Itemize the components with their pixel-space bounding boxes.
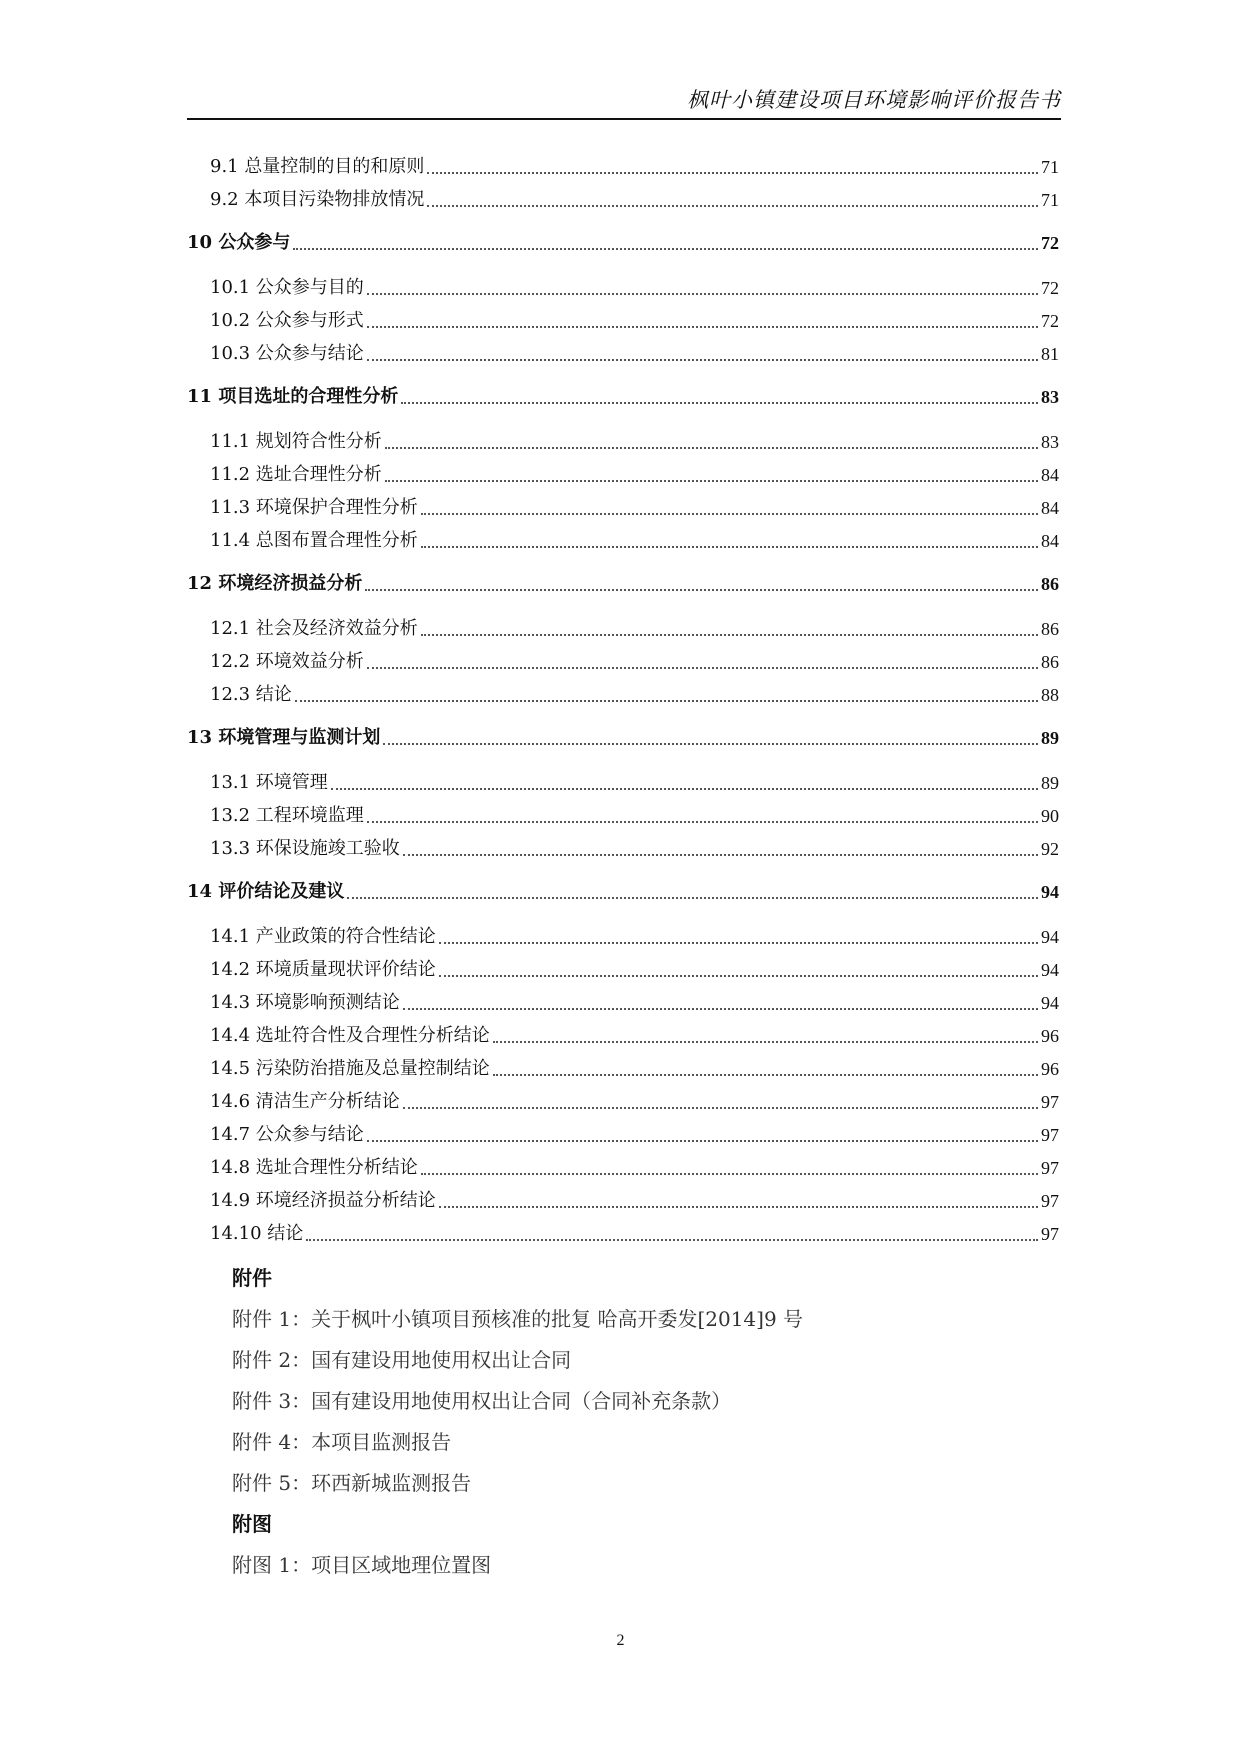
toc-entry-label: 13.2 工程环境监理 (210, 805, 364, 826)
toc-entry-page: 97 (1041, 1092, 1059, 1112)
toc-entry-page: 94 (1041, 927, 1059, 947)
header-title: 枫叶小镇建设项目环境影响评价报告书 (687, 88, 1061, 112)
toc-section-entry[interactable] (210, 1023, 1059, 1049)
toc-dot-leader (331, 788, 1038, 790)
toc-entry-label: 14 评价结论及建议 (187, 881, 345, 902)
toc-section-entry[interactable] (210, 616, 1059, 642)
toc-section-entry[interactable] (210, 1155, 1059, 1181)
toc-dot-leader (385, 447, 1038, 449)
toc-entry-page: 81 (1041, 344, 1059, 364)
toc-entry-label: 14.10 结论 (210, 1223, 304, 1244)
toc-section-entry[interactable] (210, 836, 1059, 862)
attachment-item: 附件 5：环西新城监测报告 (232, 1471, 472, 1495)
toc-dot-leader (365, 589, 1038, 591)
toc-entry-label: 11.2 选址合理性分析 (210, 464, 382, 485)
toc-section-entry[interactable] (210, 429, 1059, 455)
toc-entry-label: 11 项目选址的合理性分析 (187, 386, 399, 407)
toc-dot-leader (367, 326, 1038, 328)
toc-entry-page: 86 (1041, 619, 1059, 639)
toc-dot-leader (439, 975, 1038, 977)
toc-entry-label: 11.1 规划符合性分析 (210, 431, 382, 452)
toc-chapter-entry[interactable] (187, 384, 1059, 410)
toc-section-entry[interactable] (210, 341, 1059, 367)
attachment-item: 附件 2：国有建设用地使用权出让合同 (232, 1348, 572, 1372)
toc-section-entry[interactable] (210, 154, 1059, 180)
toc-entry-page: 84 (1041, 465, 1059, 485)
toc-entry-label: 14.9 环境经济损益分析结论 (210, 1190, 436, 1211)
attachment-item: 附件 3：国有建设用地使用权出让合同（合同补充条款） (232, 1389, 732, 1413)
toc-dot-leader (421, 513, 1038, 515)
toc-section-entry[interactable] (210, 682, 1059, 708)
toc-section-entry[interactable] (210, 770, 1059, 796)
toc-dot-leader (293, 248, 1038, 250)
toc-entry-page: 86 (1041, 652, 1059, 672)
toc-dot-leader (295, 700, 1038, 702)
toc-entry-label: 10 公众参与 (187, 232, 291, 253)
toc-entry-label: 10.2 公众参与形式 (210, 310, 364, 331)
toc-dot-leader (403, 854, 1038, 856)
toc-entry-page: 83 (1041, 387, 1059, 407)
toc-section-entry[interactable] (210, 803, 1059, 829)
toc-section-entry[interactable] (210, 1122, 1059, 1148)
toc-entry-page: 86 (1041, 574, 1059, 594)
toc-entry-label: 14.2 环境质量现状评价结论 (210, 959, 436, 980)
toc-entry-page: 92 (1041, 839, 1059, 859)
toc-dot-leader (493, 1074, 1038, 1076)
toc-entry-label: 13.3 环保设施竣工验收 (210, 838, 400, 859)
toc-section-entry[interactable] (210, 1188, 1059, 1214)
toc-chapter-entry[interactable] (187, 230, 1059, 256)
toc-entry-label: 14.5 污染防治措施及总量控制结论 (210, 1058, 490, 1079)
toc-entry-label: 13.1 环境管理 (210, 772, 328, 793)
toc-entry-page: 94 (1041, 882, 1059, 902)
toc-dot-leader (421, 1173, 1038, 1175)
toc-dot-leader (427, 205, 1038, 207)
toc-entry-page: 71 (1041, 190, 1059, 210)
toc-section-entry[interactable] (210, 275, 1059, 301)
toc-section-entry[interactable] (210, 990, 1059, 1016)
toc-entry-label: 11.4 总图布置合理性分析 (210, 530, 418, 551)
toc-entry-label: 14.3 环境影响预测结论 (210, 992, 400, 1013)
toc-section-entry[interactable] (210, 187, 1059, 213)
toc-entry-page: 90 (1041, 806, 1059, 826)
toc-dot-leader (421, 634, 1038, 636)
toc-dot-leader (403, 1107, 1038, 1109)
toc-entry-page: 84 (1041, 498, 1059, 518)
toc-section-entry[interactable] (210, 924, 1059, 950)
toc-dot-leader (439, 942, 1038, 944)
toc-section-entry[interactable] (210, 1089, 1059, 1115)
toc-entry-label: 14.4 选址符合性及合理性分析结论 (210, 1025, 490, 1046)
toc-dot-leader (347, 897, 1038, 899)
toc-entry-page: 71 (1041, 157, 1059, 177)
toc-entry-page: 72 (1041, 233, 1059, 253)
toc-dot-leader (306, 1239, 1038, 1241)
toc-entry-label: 9.1 总量控制的目的和原则 (210, 156, 425, 177)
toc-entry-label: 13 环境管理与监测计划 (187, 727, 381, 748)
toc-dot-leader (493, 1041, 1038, 1043)
toc-dot-leader (401, 402, 1038, 404)
toc-entry-label: 12.1 社会及经济效益分析 (210, 618, 418, 639)
toc-section-entry[interactable] (210, 462, 1059, 488)
toc-entry-page: 94 (1041, 960, 1059, 980)
toc-section-entry[interactable] (210, 495, 1059, 521)
toc-entry-label: 14.7 公众参与结论 (210, 1124, 364, 1145)
attachment-item: 附件 1：关于枫叶小镇项目预核准的批复 哈高开委发[2014]9 号 (232, 1307, 804, 1331)
toc-entry-label: 14.6 清洁生产分析结论 (210, 1091, 400, 1112)
page-number: 2 (616, 1632, 625, 1649)
attachments-heading: 附件 (232, 1266, 272, 1290)
toc-dot-leader (367, 1140, 1038, 1142)
toc-chapter-entry[interactable] (187, 879, 1059, 905)
toc-entry-label: 12 环境经济损益分析 (187, 573, 363, 594)
toc-entry-label: 14.8 选址合理性分析结论 (210, 1157, 418, 1178)
toc-entry-label: 9.2 本项目污染物排放情况 (210, 189, 425, 210)
toc-chapter-entry[interactable] (187, 571, 1059, 597)
toc-entry-label: 10.1 公众参与目的 (210, 277, 364, 298)
toc-entry-page: 72 (1041, 278, 1059, 298)
toc-entry-page: 84 (1041, 531, 1059, 551)
attachment-item: 附件 4：本项目监测报告 (232, 1430, 452, 1454)
toc-dot-leader (383, 743, 1038, 745)
toc-entry-page: 97 (1041, 1224, 1059, 1244)
toc-entry-page: 94 (1041, 993, 1059, 1013)
toc-section-entry[interactable] (210, 1056, 1059, 1082)
toc-section-entry[interactable] (210, 649, 1059, 675)
toc-entry-page: 89 (1041, 773, 1059, 793)
toc-entry-page: 72 (1041, 311, 1059, 331)
toc-entry-page: 89 (1041, 728, 1059, 748)
toc-dot-leader (421, 546, 1038, 548)
figure-item: 附图 1：项目区域地理位置图 (232, 1553, 492, 1577)
toc-entry-label: 14.1 产业政策的符合性结论 (210, 926, 436, 947)
toc-section-entry[interactable] (210, 528, 1059, 554)
toc-entry-page: 97 (1041, 1158, 1059, 1178)
figures-heading: 附图 (232, 1512, 272, 1536)
toc-section-entry[interactable] (210, 308, 1059, 334)
toc-dot-leader (385, 480, 1038, 482)
toc-entry-page: 83 (1041, 432, 1059, 452)
toc-entry-page: 96 (1041, 1026, 1059, 1046)
toc-dot-leader (403, 1008, 1038, 1010)
toc-entry-label: 12.3 结论 (210, 684, 292, 705)
toc-dot-leader (367, 821, 1038, 823)
toc-entry-page: 97 (1041, 1125, 1059, 1145)
toc-entry-page: 97 (1041, 1191, 1059, 1211)
toc-dot-leader (367, 667, 1038, 669)
toc-section-entry[interactable] (210, 957, 1059, 983)
toc-chapter-entry[interactable] (187, 725, 1059, 751)
toc-section-entry[interactable] (210, 1221, 1059, 1247)
toc-dot-leader (367, 293, 1038, 295)
toc-dot-leader (427, 172, 1038, 174)
toc-entry-page: 96 (1041, 1059, 1059, 1079)
toc-dot-leader (439, 1206, 1038, 1208)
toc-entry-page: 88 (1041, 685, 1059, 705)
toc-entry-label: 10.3 公众参与结论 (210, 343, 364, 364)
toc-entry-label: 12.2 环境效益分析 (210, 651, 364, 672)
toc-dot-leader (367, 359, 1038, 361)
toc-entry-label: 11.3 环境保护合理性分析 (210, 497, 418, 518)
